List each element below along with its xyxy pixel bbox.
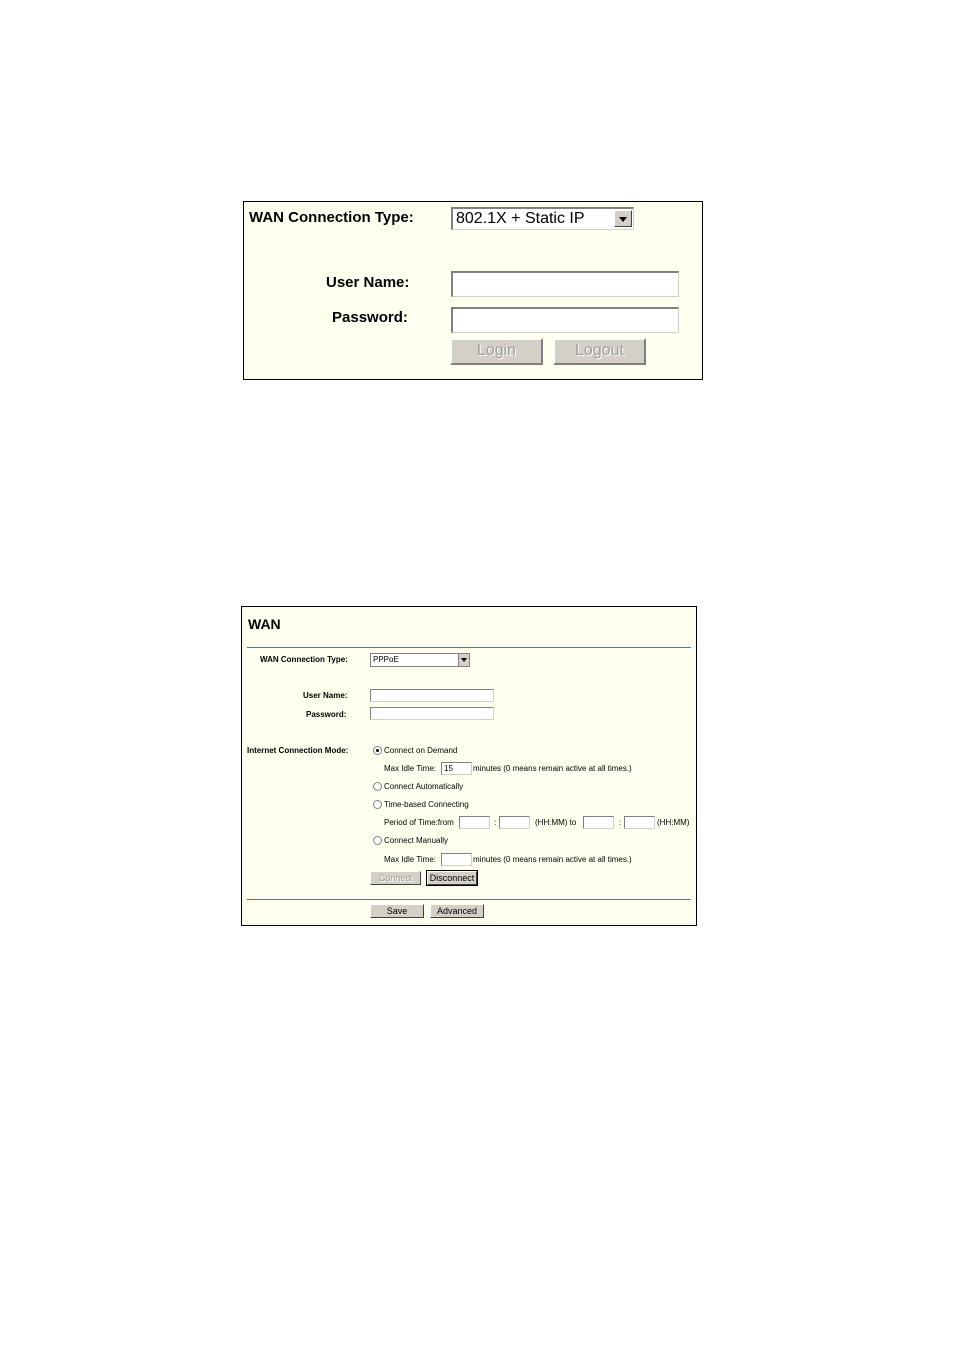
connect-on-demand-label: Connect on Demand	[384, 746, 458, 755]
max-idle-time-input[interactable]: 15	[441, 762, 472, 775]
period-hhmm-to-label: (HH:MM) to	[535, 818, 577, 827]
password-label: Password:	[332, 309, 408, 326]
bottom-divider	[247, 899, 691, 900]
logout-button[interactable]: Logout	[553, 338, 646, 365]
time-based-connecting-label: Time-based Connecting	[384, 800, 469, 809]
max-idle-time-label: Max Idle Time:	[384, 764, 437, 773]
wan-connection-type-select[interactable]	[370, 653, 470, 667]
period-from-colon: :	[494, 818, 497, 827]
period-of-time-label: Period of Time:from	[384, 818, 454, 827]
login-button[interactable]: Login	[450, 338, 543, 365]
save-button[interactable]: Save	[370, 904, 424, 918]
wan-pppoe-panel	[241, 606, 697, 926]
connect-button[interactable]: Connect	[370, 871, 421, 885]
period-from-minute-input[interactable]	[499, 816, 530, 829]
manual-max-idle-time-input[interactable]	[441, 853, 472, 866]
max-idle-time-note: minutes (0 means remain active at all times.)	[473, 764, 632, 773]
period-to-minute-input[interactable]	[624, 816, 655, 829]
connect-automatically-label: Connect Automatically	[384, 782, 464, 791]
wan-connection-type-value: 802.1X + Static IP	[456, 210, 585, 227]
user-name-input[interactable]	[370, 689, 494, 702]
chevron-down-icon[interactable]	[458, 654, 469, 666]
user-name-input[interactable]	[451, 271, 679, 297]
chevron-down-icon[interactable]	[614, 210, 632, 227]
page-title: WAN	[248, 616, 281, 632]
period-from-hour-input[interactable]	[459, 816, 490, 829]
password-input[interactable]	[370, 707, 494, 720]
disconnect-button[interactable]: Disconnect	[427, 871, 477, 885]
period-hhmm-label: (HH:MM)	[657, 818, 690, 827]
radio-connect-manually[interactable]	[373, 836, 382, 845]
manual-max-idle-time-note: minutes (0 means remain active at all times.)	[473, 855, 632, 864]
user-name-label: User Name:	[303, 691, 348, 700]
advanced-button[interactable]: Advanced	[430, 904, 484, 918]
manual-max-idle-time-label: Max Idle Time:	[384, 855, 437, 864]
wan-8021x-panel	[243, 201, 703, 380]
radio-connect-automatically[interactable]	[373, 782, 382, 791]
wan-connection-type-select[interactable]	[451, 207, 634, 230]
period-to-hour-input[interactable]	[583, 816, 614, 829]
period-to-colon: :	[619, 818, 622, 827]
internet-connection-mode-label: Internet Connection Mode:	[247, 746, 349, 755]
password-label: Password:	[306, 710, 347, 719]
wan-connection-type-value: PPPoE	[373, 655, 399, 664]
user-name-label: User Name:	[326, 274, 410, 291]
wan-connection-type-label: WAN Connection Type:	[260, 655, 348, 664]
password-input[interactable]	[451, 307, 679, 333]
wan-connection-type-label: WAN Connection Type:	[249, 209, 414, 226]
radio-time-based-connecting[interactable]	[373, 800, 382, 809]
radio-connect-on-demand[interactable]	[373, 746, 382, 755]
top-divider	[247, 647, 691, 648]
connect-manually-label: Connect Manually	[384, 836, 449, 845]
